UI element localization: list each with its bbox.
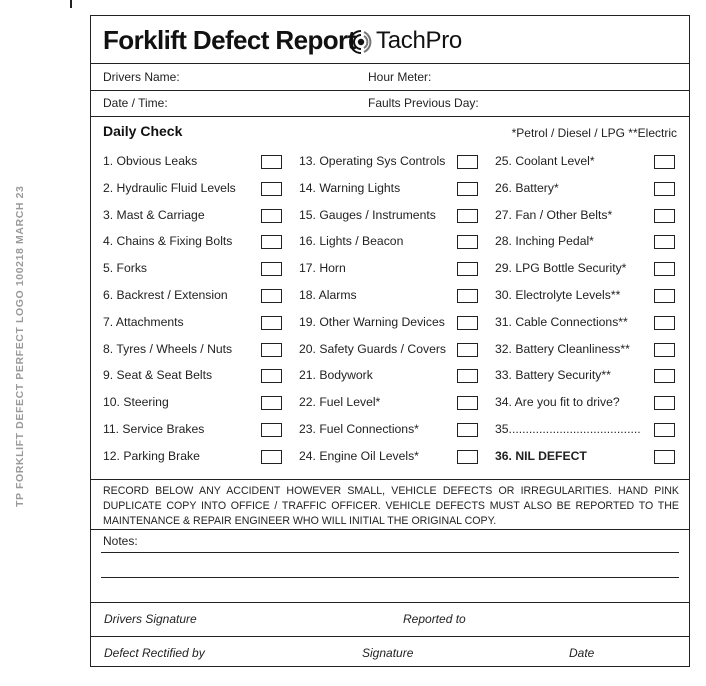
divider xyxy=(91,63,689,64)
check-item-checkbox[interactable] xyxy=(457,155,478,169)
check-item-label: 10. Steering xyxy=(103,395,169,410)
notes-line[interactable] xyxy=(101,552,679,553)
check-item-label: 21. Bodywork xyxy=(299,368,373,383)
check-item-label: 26. Battery* xyxy=(495,180,559,195)
drivers-name-field[interactable]: Drivers Name: xyxy=(103,70,180,84)
check-item-checkbox[interactable] xyxy=(457,289,478,303)
fuel-type-legend: *Petrol / Diesel / LPG **Electric xyxy=(511,126,677,140)
reporting-instructions: RECORD BELOW ANY ACCIDENT HOWEVER SMALL, VEHICLE DEFECTS OR IRREGULARITIES. HAND PINK DUPLICATE COPY INTO OFFICE / TRAFFIC OFFICER. VEHICLE DEFECTS MUST ALSO BE REPORTED TO THE MAINTENANCE & REPAIR ENGINEER WHO WILL INITIAL THE ORIGINAL COPY. xyxy=(103,485,679,527)
check-item-label: 33. Battery Security** xyxy=(495,368,611,383)
divider xyxy=(91,529,689,530)
check-item-checkbox[interactable] xyxy=(261,182,282,196)
notes-label: Notes: xyxy=(103,534,138,548)
check-item-checkbox[interactable] xyxy=(261,316,282,330)
check-item-label: 27. Fan / Other Belts* xyxy=(495,207,613,222)
check-item-checkbox[interactable] xyxy=(261,262,282,276)
check-item-checkbox[interactable] xyxy=(654,369,675,383)
check-item-label: 8. Tyres / Wheels / Nuts xyxy=(103,341,233,356)
check-item-label: 36. NIL DEFECT xyxy=(495,448,587,463)
check-item-label: 6. Backrest / Extension xyxy=(103,288,228,302)
divider xyxy=(91,636,689,637)
check-item-checkbox[interactable] xyxy=(261,369,282,383)
check-item-checkbox[interactable] xyxy=(654,423,675,437)
check-item-label: 20. Safety Guards / Covers xyxy=(299,341,446,356)
check-item-label: 34. Are you fit to drive? xyxy=(495,395,620,410)
check-item-label: 31. Cable Connections** xyxy=(495,314,628,329)
check-item-checkbox[interactable] xyxy=(261,209,282,223)
check-item-label: 13. Operating Sys Controls xyxy=(299,154,446,168)
check-item-checkbox[interactable] xyxy=(457,235,478,249)
reported-to-field[interactable]: Reported to xyxy=(403,612,466,626)
notes-line[interactable] xyxy=(101,577,679,578)
check-item-label: 24. Engine Oil Levels* xyxy=(299,448,419,463)
check-item-label: 18. Alarms xyxy=(299,288,357,302)
check-item-label: 2. Hydraulic Fluid Levels xyxy=(103,180,236,195)
check-item-checkbox[interactable] xyxy=(654,316,675,330)
check-item-checkbox[interactable] xyxy=(457,396,478,410)
check-item-checkbox[interactable] xyxy=(457,262,478,276)
check-item-label: 1. Obvious Leaks xyxy=(103,154,198,168)
hour-meter-field[interactable]: Hour Meter: xyxy=(368,70,432,84)
check-item-checkbox[interactable] xyxy=(261,155,282,169)
check-item-checkbox[interactable] xyxy=(654,289,675,303)
check-item-label: 22. Fuel Level* xyxy=(299,395,381,410)
check-item-checkbox[interactable] xyxy=(654,182,675,196)
side-print-code: TP FORKLIFT DEFECT PERFECT LOGO 100218 MARCH 23 xyxy=(14,185,26,507)
check-item-label: 4. Chains & Fixing Bolts xyxy=(103,234,233,249)
brand-name: TachPro xyxy=(376,27,462,54)
check-item-label: 16. Lights / Beacon xyxy=(299,234,404,249)
check-item-label: 7. Attachments xyxy=(103,314,184,329)
check-item-label: 14. Warning Lights xyxy=(299,180,401,195)
check-item-checkbox[interactable] xyxy=(261,450,282,464)
check-item-checkbox[interactable] xyxy=(654,343,675,357)
check-item-checkbox[interactable] xyxy=(457,450,478,464)
check-item-checkbox[interactable] xyxy=(654,450,675,464)
check-item-label: 35....................................... xyxy=(495,422,641,436)
check-item-checkbox[interactable] xyxy=(261,235,282,249)
check-item-checkbox[interactable] xyxy=(261,396,282,410)
check-item-label: 30. Electrolyte Levels** xyxy=(495,288,621,302)
check-item-checkbox[interactable] xyxy=(654,155,675,169)
check-item-label: 3. Mast & Carriage xyxy=(103,207,205,222)
check-item-checkbox[interactable] xyxy=(654,209,675,223)
check-item-label: 25. Coolant Level* xyxy=(495,154,595,168)
daily-check-title: Daily Check xyxy=(103,123,183,139)
date-field[interactable]: Date xyxy=(569,646,595,660)
check-item-label: 32. Battery Cleanliness** xyxy=(495,341,630,356)
check-item-checkbox[interactable] xyxy=(654,262,675,276)
signature-field[interactable]: Signature xyxy=(362,646,414,660)
check-item-label: 28. Inching Pedal* xyxy=(495,234,594,249)
divider xyxy=(91,116,689,117)
check-item-checkbox[interactable] xyxy=(457,316,478,330)
check-item-checkbox[interactable] xyxy=(457,343,478,357)
divider xyxy=(91,479,689,480)
check-item-checkbox[interactable] xyxy=(261,343,282,357)
check-item-label: 17. Horn xyxy=(299,261,346,276)
check-item-label: 5. Forks xyxy=(103,261,148,276)
check-item-checkbox[interactable] xyxy=(261,289,282,303)
check-item-label: 23. Fuel Connections* xyxy=(299,422,419,436)
divider xyxy=(91,90,689,91)
defect-report-form xyxy=(90,15,690,667)
check-item-label: 15. Gauges / Instruments xyxy=(299,207,436,222)
check-item-label: 29. LPG Bottle Security* xyxy=(495,261,627,276)
check-item-checkbox[interactable] xyxy=(654,396,675,410)
faults-previous-day-field[interactable]: Faults Previous Day: xyxy=(368,96,479,110)
check-item-checkbox[interactable] xyxy=(261,423,282,437)
form-title: Forklift Defect Report xyxy=(103,25,356,55)
check-item-label: 11. Service Brakes xyxy=(103,422,205,436)
date-time-field[interactable]: Date / Time: xyxy=(103,96,168,110)
check-item-checkbox[interactable] xyxy=(457,369,478,383)
check-item-checkbox[interactable] xyxy=(654,235,675,249)
check-item-checkbox[interactable] xyxy=(457,423,478,437)
tachpro-logo-icon xyxy=(347,29,375,55)
check-item-label: 12. Parking Brake xyxy=(103,448,200,463)
check-item-checkbox[interactable] xyxy=(457,209,478,223)
defect-rectified-by-field[interactable]: Defect Rectified by xyxy=(104,646,205,660)
check-item-checkbox[interactable] xyxy=(457,182,478,196)
divider xyxy=(91,602,689,603)
check-item-label: 9. Seat & Seat Belts xyxy=(103,368,213,383)
check-item-label: 19. Other Warning Devices xyxy=(299,314,445,329)
tick-mark xyxy=(70,0,72,8)
drivers-signature-field[interactable]: Drivers Signature xyxy=(104,612,197,626)
